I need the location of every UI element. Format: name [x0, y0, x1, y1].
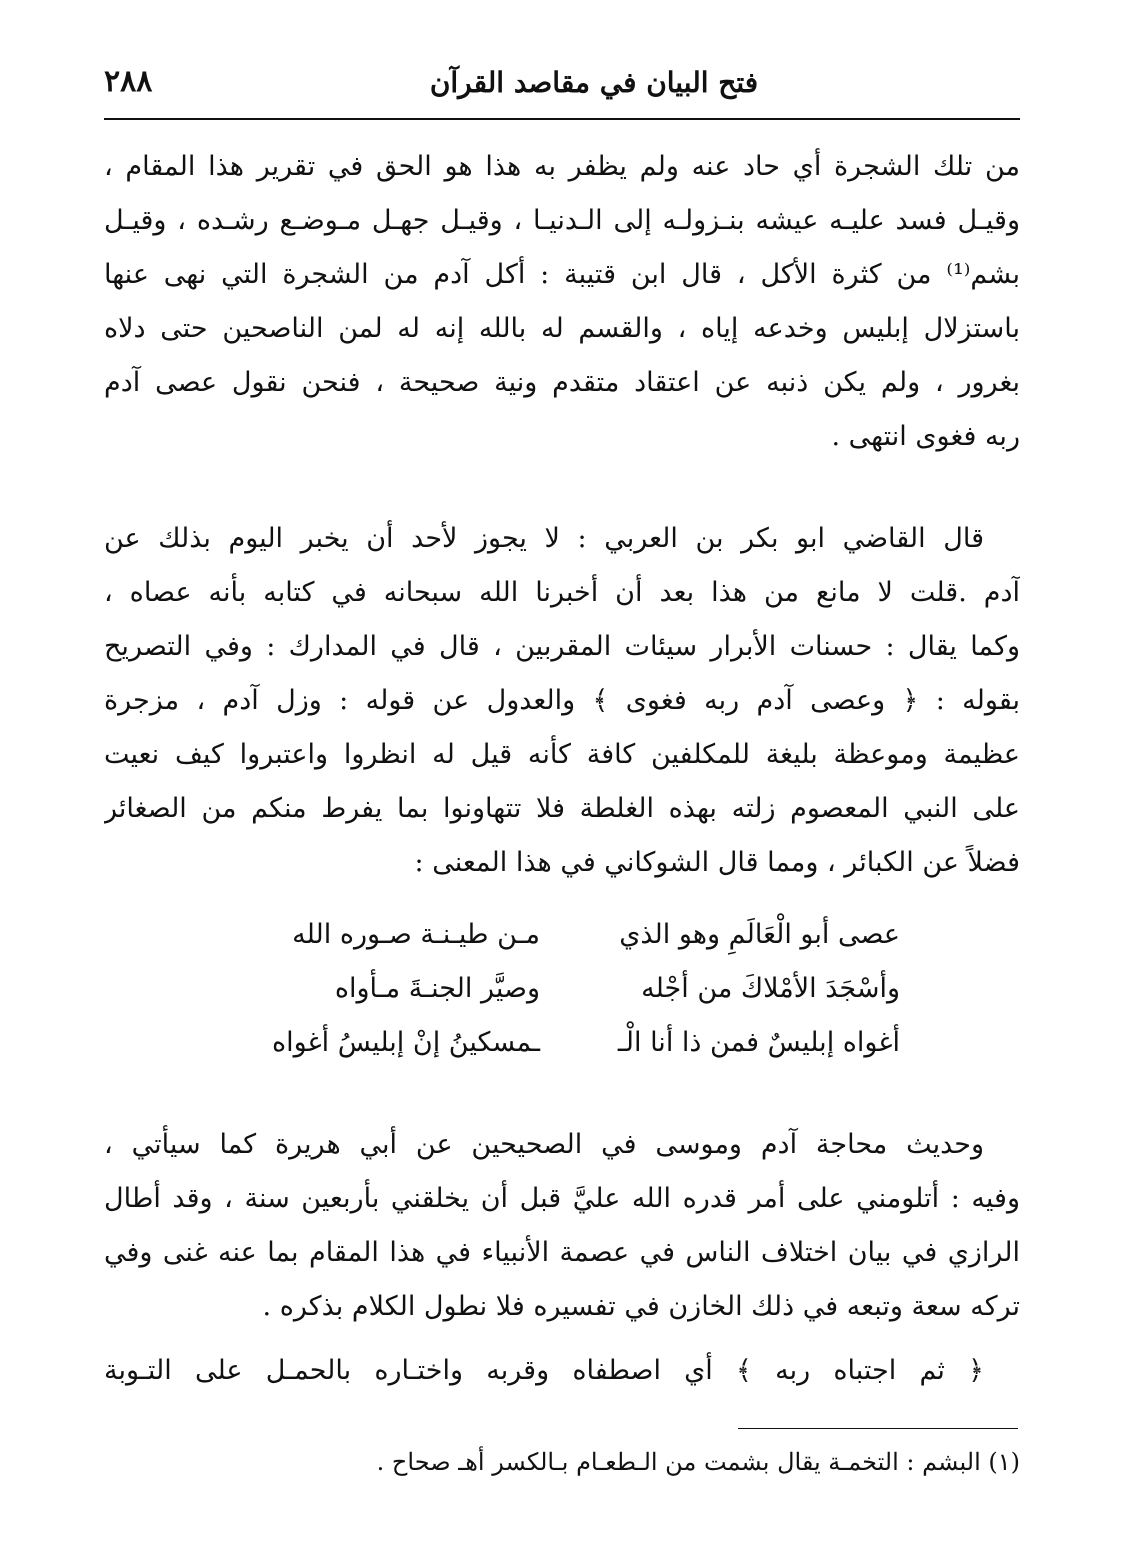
- text-line: بشم⁽¹⁾ من كثرة الأكل ، قال ابن قتيبة : أكل آدم من الشجرة التي نهى عنها: [104, 259, 1020, 290]
- verse-first-hemistich: عصى أبو الْعَالَمِ وهو الذي: [619, 919, 900, 950]
- verse-first-hemistich: أغواه إبليسٌ فمن ذا أنا الْـ: [617, 1027, 900, 1058]
- poem: [200, 908, 900, 1070]
- text-line: وحديث محاجة آدم وموسى في الصحيحين عن أبي هريرة كما سيأتي ،: [104, 1129, 984, 1160]
- text-line: الرازي في بيان اختلاف الناس في عصمة الأنبياء في هذا المقام بما عنه غنى وفي: [104, 1237, 1020, 1268]
- verse: [200, 962, 900, 1016]
- verse-second-hemistich: ـمسكينُ إنْ إبليسُ أغواه: [271, 1027, 540, 1058]
- header-divider: [104, 118, 1020, 120]
- paragraph-4: [104, 1344, 1020, 1398]
- paragraph-3: [104, 1118, 1020, 1334]
- text-line: وقيـل فسد عليـه عيشه بنـزولـه إلى الـدنيـا ، وقيـل جهـل مـوضـع رشـده ، وقيـل: [104, 205, 1020, 236]
- verse-second-hemistich: وصيَّر الجنـةَ مـأواه: [334, 973, 540, 1004]
- footnote: (١) البشم : التخمـة يقال بشمت من الـطعـام بـالكسر أهـ صحاح .: [376, 1448, 1020, 1476]
- paragraph-2: [104, 512, 1020, 890]
- page-number: ٢٨٨: [104, 64, 153, 99]
- text-line: عظيمة وموعظة بليغة للمكلفين كافة كأنه قيل له انظروا واعتبروا كيف نعيت: [104, 739, 1020, 770]
- text-line: باستزلال إبليس وخدعه إياه ، والقسم له بالله إنه له لمن الناصحين حتى دلاه: [104, 313, 1020, 344]
- verse-first-hemistich: وأسْجَدَ الأمْلاكَ من أجْله: [641, 973, 900, 1004]
- verse: [200, 908, 900, 962]
- running-header: [104, 58, 1020, 116]
- text-line: فضلاً عن الكبائر ، ومما قال الشوكاني في هذا المعنى :: [414, 847, 1020, 878]
- text-line: وفيه : أتلومني على أمر قدره الله عليَّ قبل أن يخلقني بأربعين سنة ، وقد أطال: [104, 1183, 1020, 1214]
- verse: [200, 1016, 900, 1070]
- footnote-divider: [738, 1428, 1018, 1429]
- text-line: قال القاضي ابو بكر بن العربي : لا يجوز لأحد أن يخبر اليوم بذلك عن: [104, 523, 984, 554]
- text-line: على النبي المعصوم زلته بهذه الغلطة فلا تتهاونوا بما يفرط منكم من الصغائر: [104, 793, 1020, 824]
- text-line: بقوله : ﴿ وعصى آدم ربه فغوى ﴾ والعدول عن قوله : وزل آدم ، مزجرة: [104, 685, 1020, 716]
- text-line: من تلك الشجرة أي حاد عنه ولم يظفر به هذا هو الحق في تقرير هذا المقام ،: [104, 151, 1020, 182]
- text-line: تركه سعة وتبعه في ذلك الخازن في تفسيره فلا نطول الكلام بذكره .: [262, 1291, 1020, 1322]
- verse-second-hemistich: مـن طيـنـة صـوره الله: [292, 919, 540, 950]
- text-line: وكما يقال : حسنات الأبرار سيئات المقربين ، قال في المدارك : وفي التصريح: [104, 631, 1020, 662]
- text-line: آدم .قلت لا مانع من هذا بعد أن أخبرنا الله سبحانه في كتابه بأنه عصاه ،: [104, 577, 1020, 608]
- book-title: فتح البيان في مقاصد القرآن: [429, 66, 759, 99]
- paragraph-1: [104, 140, 1020, 464]
- text-line: ﴿ ثم اجتباه ربه ﴾ أي اصطفاه وقربه واختـاره بالحمـل على التـوبة: [104, 1355, 984, 1386]
- text-line: ربه فغوى انتهى .: [831, 421, 1020, 452]
- text-line: بغرور ، ولم يكن ذنبه عن اعتقاد متقدم ونية صحيحة ، فنحن نقول عصى آدم: [104, 367, 1020, 398]
